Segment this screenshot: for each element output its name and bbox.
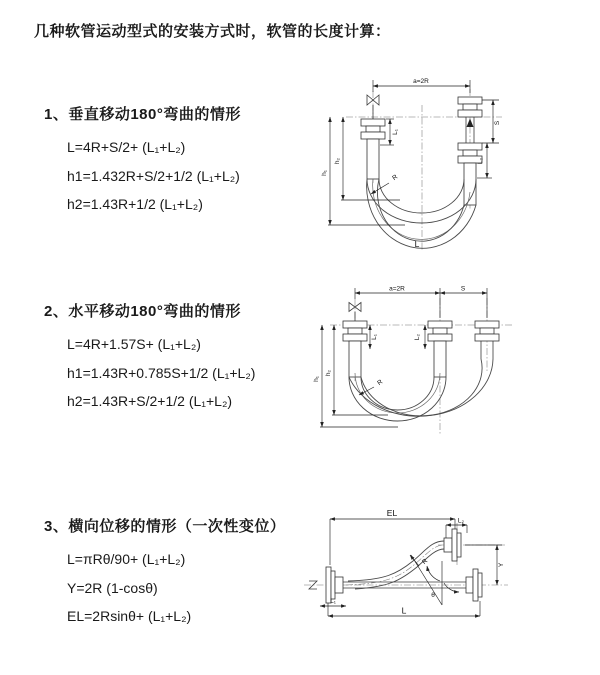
dimension-s (440, 286, 487, 319)
diagram-vertical-movement (310, 75, 580, 255)
dimension-l1 (370, 325, 378, 349)
formula-line: Y=2R (1-cosθ) (67, 579, 158, 596)
dimension-l1 (320, 598, 346, 606)
formula-line: L=4R+1.57S+ (L₁+L₂) (67, 336, 201, 352)
right-flange-fittings (458, 97, 482, 205)
formula-line: h2=1.43R+1/2 (L₁+L₂) (67, 196, 203, 212)
dim-label-l1: L₁ (330, 598, 336, 605)
left-flange-fitting (361, 119, 385, 179)
page-title: 几种软管运动型式的安装方式时，软管的长度计算： (34, 23, 391, 40)
valve-icon (367, 95, 379, 119)
formula-line: L=πRθ/90+ (L₁+L₂) (67, 551, 186, 567)
case-3-formulas (44, 545, 334, 631)
dim-label-s: S (494, 120, 501, 126)
case-3-lateral-displacement (44, 516, 334, 631)
dimension-l2 (414, 325, 425, 349)
dim-label-l2: L₂ (414, 333, 421, 341)
left-flange-fitting (343, 321, 367, 377)
hose-arcs (367, 179, 476, 248)
dim-label-h2: h₂ (334, 157, 341, 165)
dim-label-h1: h₁ (321, 170, 328, 176)
middle-flange-fitting (428, 321, 452, 377)
dim-label-l-total: L (414, 239, 420, 249)
diagram-horizontal-movement (308, 283, 588, 443)
case-2-formulas (44, 330, 334, 416)
dim-label-r: R (391, 173, 400, 182)
braided-hose (349, 341, 361, 377)
case-3-heading: 3、横向位移的情形（一次性变位） (44, 518, 286, 535)
angle-construction (411, 555, 459, 605)
braided-hose (434, 341, 446, 377)
dim-label-l1: L₁ (392, 129, 399, 135)
dim-label-l2: L₂ (457, 517, 465, 525)
upper-flange (444, 529, 461, 561)
dimension-el (330, 508, 455, 565)
dim-label-s: S (460, 285, 466, 293)
dim-label-l: L (401, 605, 407, 616)
formula-line: h2=1.43R+S/2+1/2 (L₁+L₂) (67, 393, 233, 409)
formula-line: EL=2Rsinθ+ (L₁+L₂) (67, 608, 192, 624)
case-2-heading: 2、水平移动180°弯曲的情形 (44, 303, 241, 320)
dim-label-a2r: a=2R (389, 285, 405, 293)
dim-label-l2: L₂ (477, 157, 484, 165)
dim-label-h2: h₂ (325, 369, 332, 377)
case-1-heading: 1、垂直移动180°弯曲的情形 (44, 106, 241, 123)
braided-hose (367, 139, 379, 179)
formula-line: L=4R+S/2+ (L₁+L₂) (67, 139, 186, 155)
dimension-l (328, 601, 480, 616)
hose-arcs (349, 359, 493, 421)
dim-label-r: R (376, 378, 385, 387)
dimension-s (482, 100, 501, 143)
case-2-horizontal-movement (44, 301, 334, 416)
dim-label-a2r: a=2R (413, 78, 429, 85)
angle-label-theta: θ (431, 592, 435, 599)
case-1-formulas (44, 133, 334, 219)
formula-line: h1=1.432R+S/2+1/2 (L₁+L₂) (67, 167, 240, 184)
movement-arrow-icon (467, 119, 474, 128)
diagram-lateral-displacement (300, 505, 590, 635)
right-lower-flange (466, 569, 482, 601)
dimension-a2r (355, 286, 440, 319)
dim-label-el: EL (386, 508, 398, 518)
formula-line: h1=1.43R+0.785S+1/2 (L₁+L₂) (67, 364, 256, 381)
dimension-a2r (373, 78, 470, 93)
case-1-vertical-movement (44, 104, 334, 219)
dim-label-y: Y (498, 562, 505, 568)
dim-label-h1: h₁ (313, 376, 320, 382)
dim-label-r: R (420, 557, 430, 567)
dim-label-l1: L₁ (371, 334, 378, 340)
